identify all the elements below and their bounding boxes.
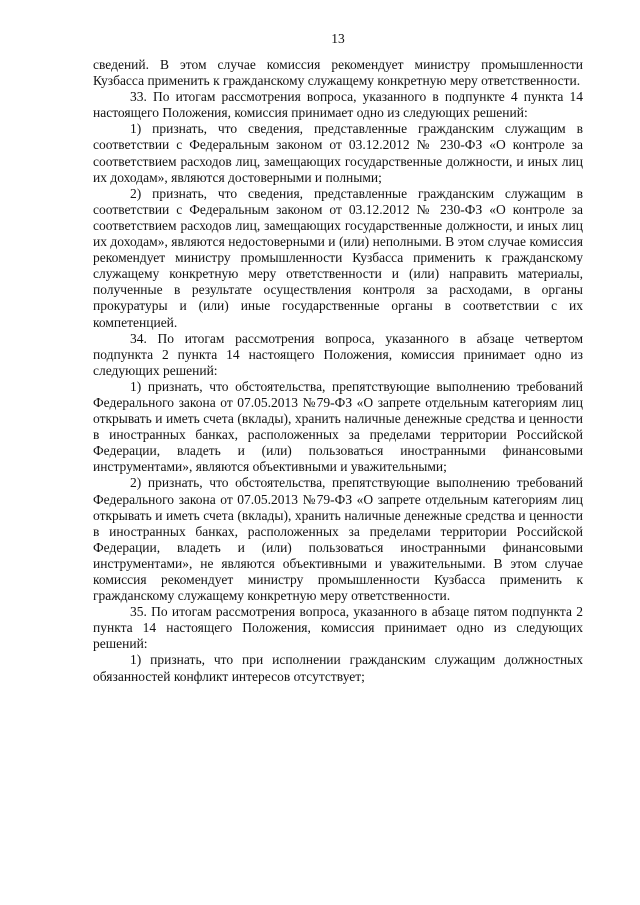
paragraph-35-item-1: 1) признать, что при исполнении гражданским служащим должностных обязанностей конфликт интересов отсутствует;: [93, 652, 583, 684]
paragraph-34-item-1: 1) признать, что обстоятельства, препятствующие выполнению требований Федерального закона от 07.05.2013 №79-ФЗ «О запрете отдельным категориям лиц открывать и иметь счета (вклады), хранить наличные денежные средства и ценности в иностранных банках, расположенных за пределами территории Российской Федерации, владеть и (или) пользоваться иностранными финансовыми инструментами», являются объективными и уважительными;: [93, 378, 583, 475]
paragraph-35: 35. По итогам рассмотрения вопроса, указанного в абзаце пятом подпункта 2 пункта 14 настоящего Положения, комиссия принимает одно из следующих решений:: [93, 604, 583, 652]
paragraph-33-item-2: 2) признать, что сведения, представленные гражданским служащим в соответствии с Федеральным законом от 03.12.2012 № 230-ФЗ «О контроле за соответствием расходов лиц, замещающих государственные должности, и иных лиц их доходам», являются недостоверными и (или) неполными. В этом случае комиссия рекомендует министру промышленности Кузбасса применить к гражданскому служащему конкретную меру ответственности и (или) направить материалы, полученные в результате осуществления контроля за расходами, в органы прокуратуры и (или) иные государственные органы в соответствии с их компетенцией.: [93, 185, 583, 330]
page-number: 13: [331, 31, 345, 46]
paragraph-continuation: сведений. В этом случае комиссия рекомендует министру промышленности Кузбасса применить к гражданскому служащему конкретную меру ответственности.: [93, 57, 583, 89]
paragraph-33: 33. По итогам рассмотрения вопроса, указанного в подпункте 4 пункта 14 настоящего Положения, комиссия принимает одно из следующих решений:: [93, 89, 583, 121]
paragraph-34: 34. По итогам рассмотрения вопроса, указанного в абзаце четвертом подпункта 2 пункта 14 настоящего Положения, комиссия принимает одно из следующих решений:: [93, 330, 583, 378]
paragraph-34-item-2: 2) признать, что обстоятельства, препятствующие выполнению требований Федерального закона от 07.05.2013 №79-ФЗ «О запрете отдельным категориям лиц открывать и иметь счета (вклады), хранить наличные денежные средства и ценности в иностранных банках, расположенных за пределами территории Российской Федерации, владеть и (или) пользоваться иностранными финансовыми инструментами», не являются объективными и уважительными. В этом случае комиссия рекомендует министру промышленности Кузбасса применить к гражданскому служащему конкретную меру ответственности.: [93, 475, 583, 604]
document-page: [93, 0, 583, 685]
paragraph-33-item-1: 1) признать, что сведения, представленные гражданским служащим в соответствии с Федеральным законом от 03.12.2012 № 230-ФЗ «О контроле за соответствием расходов лиц, замещающих государственные должности, и иных лиц их доходам», являются достоверными и полными;: [93, 121, 583, 185]
